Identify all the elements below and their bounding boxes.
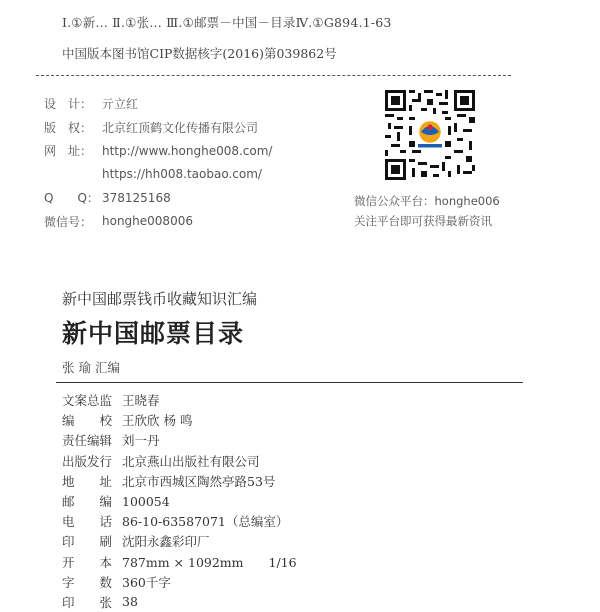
pub-row (62, 451, 297, 471)
pub-label: 电 话 (62, 514, 113, 530)
series-title: 新中国邮票钱币收藏知识汇编 (62, 290, 258, 308)
pub-value: 王晓春 (122, 393, 160, 409)
publication-info (62, 390, 297, 612)
cip-classification: Ⅰ.①新… Ⅱ.①张… Ⅲ.①邮票－中国－目录Ⅳ.①G894.1-63 (62, 15, 392, 30)
wechat-platform-text: 微信公众平台：honghe006 (354, 194, 500, 208)
pub-row (62, 471, 297, 491)
pub-label: 出版发行 (62, 453, 113, 469)
pub-row (62, 491, 297, 511)
pub-value: 王欣欣 杨 鸣 (122, 413, 193, 429)
book-editor: 张 瑜 汇编 (62, 360, 120, 375)
pub-value: 86-10-63587071（总编室） (122, 514, 289, 530)
pub-label: 地 址 (62, 473, 113, 489)
pub-value: 北京燕山出版社有限公司 (122, 453, 260, 469)
pub-label: 邮 编 (62, 494, 113, 510)
credit-value: honghe008006 (102, 214, 193, 229)
qr-caption (354, 191, 500, 231)
credit-row-website-2 (44, 163, 272, 187)
pub-row (62, 552, 297, 572)
taobao-link[interactable]: https://hh008.taobao.com/ (102, 167, 262, 182)
credit-row-qq (44, 186, 272, 210)
credit-label: 设 计： (44, 97, 93, 112)
pub-value: 刘一丹 (122, 433, 160, 449)
pub-label: 开 本 (62, 554, 113, 570)
pub-row (62, 592, 297, 612)
credit-value: 378125168 (102, 190, 171, 205)
credit-label: Q Q： (44, 191, 99, 206)
pub-row (62, 390, 297, 410)
cip-number: 中国版本图书馆CIP数据核字(2016)第039862号 (62, 46, 337, 61)
pub-value: 沈阳永鑫彩印厂 (122, 534, 210, 550)
pub-label: 编 校 (62, 413, 113, 429)
pub-row (62, 572, 297, 592)
pub-label: 文案总监 (62, 393, 113, 409)
pub-value: 100054 (122, 493, 170, 509)
pub-label: 印 张 (62, 594, 113, 610)
website-link[interactable]: http://www.honghe008.com/ (102, 143, 273, 158)
pub-value: 787mm × 1092mm 1/16 (122, 554, 297, 570)
pub-label: 字 数 (62, 574, 113, 590)
pub-value: 38 (122, 594, 138, 610)
credit-row-wechat (44, 210, 272, 234)
qr-code-icon (385, 90, 475, 180)
book-title: 新中国邮票目录 (62, 319, 245, 348)
dashed-divider (36, 75, 511, 76)
credit-value: 亓立红 (102, 97, 139, 112)
pub-row (62, 410, 297, 430)
credit-label: 网 址： (44, 144, 93, 159)
credit-row-design (44, 92, 272, 116)
pub-label: 责任编辑 (62, 433, 113, 449)
credit-row-website (44, 139, 272, 163)
credit-label: 版 权： (44, 120, 93, 135)
credit-row-copyright (44, 116, 272, 140)
pub-row (62, 511, 297, 531)
pub-value: 360千字 (122, 574, 171, 590)
pub-label: 印 刷 (62, 534, 113, 550)
credits-block (44, 92, 272, 233)
credit-value: 北京红顶鹤文化传播有限公司 (102, 120, 259, 135)
pub-row (62, 531, 297, 551)
title-divider (56, 382, 523, 383)
pub-value: 北京市西城区陶然亭路53号 (122, 473, 276, 489)
follow-platform-text: 关注平台即可获得最新资讯 (354, 214, 492, 228)
credit-label: 微信号： (44, 214, 93, 229)
pub-row (62, 430, 297, 450)
